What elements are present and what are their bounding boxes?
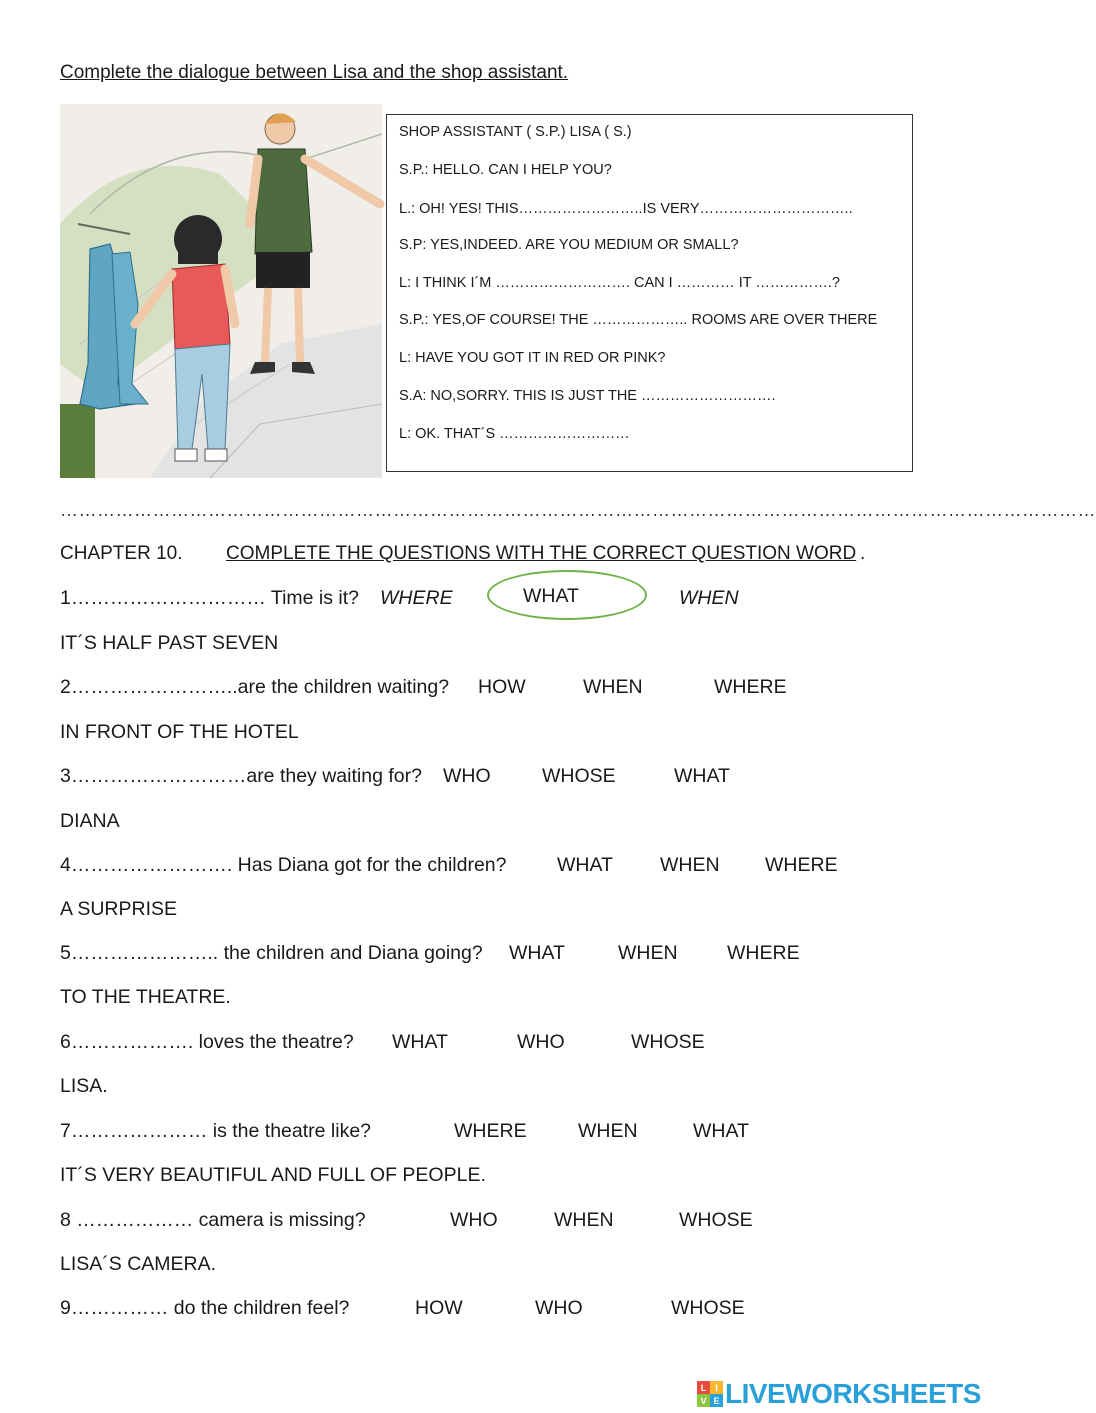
question-7-option-when[interactable]: WHEN (578, 1120, 638, 1142)
question-4-text: 4……………………. Has Diana got for the children? (60, 854, 507, 876)
question-3-text: 3………………………are they waiting for? (60, 765, 422, 787)
question-9-option-whose[interactable]: WHOSE (671, 1297, 745, 1319)
chapter-label: CHAPTER 10. (60, 543, 183, 564)
dialogue-line: S.P.: YES,OF COURSE! THE ……………….. ROOMS ARE OVER THERE (399, 312, 878, 328)
question-5-text: 5………………….. the children and Diana going? (60, 942, 483, 964)
question-2-option-when[interactable]: WHEN (583, 676, 643, 698)
question-2-option-where[interactable]: WHERE (714, 676, 787, 698)
question-7-answer: IT´S VERY BEAUTIFUL AND FULL OF PEOPLE. (60, 1164, 486, 1186)
question-8-option-whose[interactable]: WHOSE (679, 1209, 753, 1231)
dialogue-line: SHOP ASSISTANT ( S.P.) LISA ( S.) (399, 124, 632, 140)
question-6-option-whose[interactable]: WHOSE (631, 1031, 705, 1053)
question-4-option-where[interactable]: WHERE (765, 854, 838, 876)
question-2-text: 2……………………..are the children waiting? (60, 676, 450, 698)
dialogue-line: L: I THINK I´M ………………………. CAN I ………… IT …………….? (399, 275, 840, 291)
question-5-answer: TO THE THEATRE. (60, 986, 231, 1008)
question-3-option-who[interactable]: WHO (443, 765, 491, 787)
dialogue-box (386, 114, 913, 472)
dialogue-line: S.A: NO,SORRY. THIS IS JUST THE ………………………. (399, 388, 776, 404)
question-3-option-whose[interactable]: WHOSE (542, 765, 616, 787)
question-5-option-what[interactable]: WHAT (509, 942, 565, 964)
question-4-option-what[interactable]: WHAT (557, 854, 613, 876)
dialogue-line: S.P: YES,INDEED. ARE YOU MEDIUM OR SMALL? (399, 237, 739, 253)
question-8-text: 8 ……………… camera is missing? (60, 1209, 366, 1231)
question-8-answer: LISA´S CAMERA. (60, 1253, 217, 1275)
question-5-option-when[interactable]: WHEN (618, 942, 678, 964)
question-1-text: 1………………………… Time is it? (60, 587, 360, 609)
chapter-title-period: . (860, 543, 866, 564)
question-9-option-who[interactable]: WHO (535, 1297, 583, 1319)
question-6-option-what[interactable]: WHAT (392, 1031, 448, 1053)
question-4-answer: A SURPRISE (60, 898, 178, 920)
shop-illustration (60, 104, 382, 478)
question-6-option-who[interactable]: WHO (517, 1031, 565, 1053)
question-7-option-what[interactable]: WHAT (693, 1120, 749, 1142)
dialogue-line: L: HAVE YOU GOT IT IN RED OR PINK? (399, 350, 666, 366)
question-3-option-what[interactable]: WHAT (674, 765, 730, 787)
question-7-option-where[interactable]: WHERE (454, 1120, 527, 1142)
question-8-option-who[interactable]: WHO (450, 1209, 498, 1231)
dialogue-line: L: OK. THAT´S ……………………… (399, 426, 630, 442)
question-6-answer: LISA. (60, 1075, 108, 1097)
dialogue-line: S.P.: HELLO. CAN I HELP YOU? (399, 162, 612, 178)
question-3-answer: DIANA (60, 810, 120, 832)
dialogue-line: L.: OH! YES! THIS……………………..IS VERY………………………….. (399, 201, 853, 217)
instruction-text: Complete the dialogue between Lisa and the shop assistant. (60, 62, 569, 83)
question-1-option-what[interactable]: WHAT (523, 585, 579, 607)
question-9-text: 9…………… do the children feel? (60, 1297, 350, 1319)
liveworksheets-logo-text: LIVEWORKSHEETS (725, 1378, 981, 1409)
question-8-option-when[interactable]: WHEN (554, 1209, 614, 1231)
question-6-text: 6………………. loves the theatre? (60, 1031, 354, 1053)
question-2-option-how[interactable]: HOW (478, 676, 526, 698)
question-1-answer: IT´S HALF PAST SEVEN (60, 632, 279, 654)
chapter-title: COMPLETE THE QUESTIONS WITH THE CORRECT QUESTION WORD (226, 543, 857, 564)
question-4-option-when[interactable]: WHEN (660, 854, 720, 876)
question-7-text: 7………………… is the theatre like? (60, 1120, 372, 1142)
question-1-option-where[interactable]: WHERE (380, 587, 453, 609)
question-1-option-when[interactable]: WHEN (679, 587, 739, 609)
liveworksheets-logo-icon: L I V E (697, 1381, 723, 1407)
question-2-answer: IN FRONT OF THE HOTEL (60, 721, 299, 743)
liveworksheets-logo[interactable] (697, 1377, 981, 1411)
question-9-option-how[interactable]: HOW (415, 1297, 463, 1319)
question-5-option-where[interactable]: WHERE (727, 942, 800, 964)
dotted-separator: …………………………………………………………………………………………………………………………………………………… (60, 500, 1096, 520)
